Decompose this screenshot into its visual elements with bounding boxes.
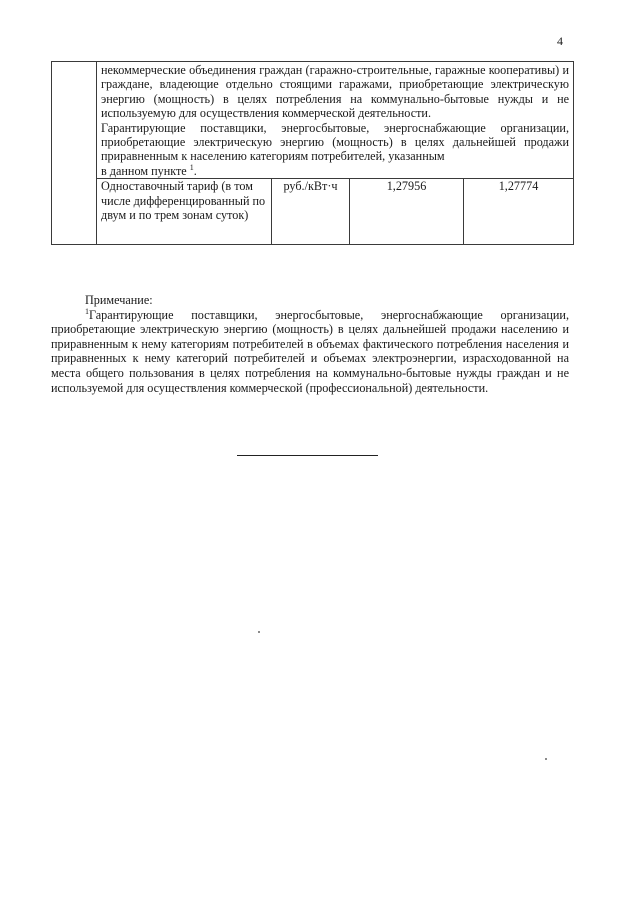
value-cell-1: 1,27956: [350, 179, 464, 245]
category-row: [52, 62, 574, 179]
tariff-row: [52, 179, 574, 245]
category-text-2-end: в данном пункте $^1$.: [101, 162, 197, 178]
row-number-cell: [52, 62, 97, 245]
tariff-label-cell: [97, 179, 272, 245]
note-footnote-mark: 1: [85, 306, 89, 316]
category-description-cell: [97, 62, 574, 179]
tariff-table: [51, 61, 574, 245]
scan-speck: [545, 758, 547, 760]
note-title: Примечание:: [85, 293, 153, 307]
category-text-2: Гарантирующие поставщики, энергосбытовые, энергоснабжающие организации, приобретающие электрическую энергию (мощность) в целях дальнейшей продажи приравненным к населению категориям потребителей, указанным: [101, 120, 569, 164]
page-number: 4: [557, 34, 563, 48]
separator-line: [237, 455, 378, 456]
unit-cell: руб./кВт·ч: [272, 179, 350, 245]
note-text: Гарантирующие поставщики, энергосбытовые, энергоснабжающие организации, приобретающие электрическую энергию (мощность) в целях дальнейшей продажи населению и приравненным к нему категориям потребителей в объемах фактического потребления населения и приравненных к нему категорий потребителей и объемах электроэнергии, израсходованной на места общего пользования в целях потребления на коммунально-бытовые нужды граждан и не используемой для осуществления коммерческой (профессиональной) деятельности.: [51, 307, 569, 395]
scan-speck: [258, 631, 260, 633]
footnote-section: [51, 293, 569, 395]
category-text-1: некоммерческие объединения граждан (гаражно-строительные, гаражные кооперативы) и граждане, владеющие отдельно стоящими гаражами, приобретающие электрическую энергию (мощность) в целях потребления на коммунально-бытовые нужды и не используемую для осуществления коммерческой деятельности.: [101, 63, 569, 121]
footnote-ref: 1: [189, 162, 194, 172]
value-cell-2: 1,27774: [464, 179, 574, 245]
tariff-label: Одноставочный тариф (в том числе дифференцированный по двум и по трем зонам суток): [101, 179, 266, 223]
note-body: [51, 308, 569, 396]
